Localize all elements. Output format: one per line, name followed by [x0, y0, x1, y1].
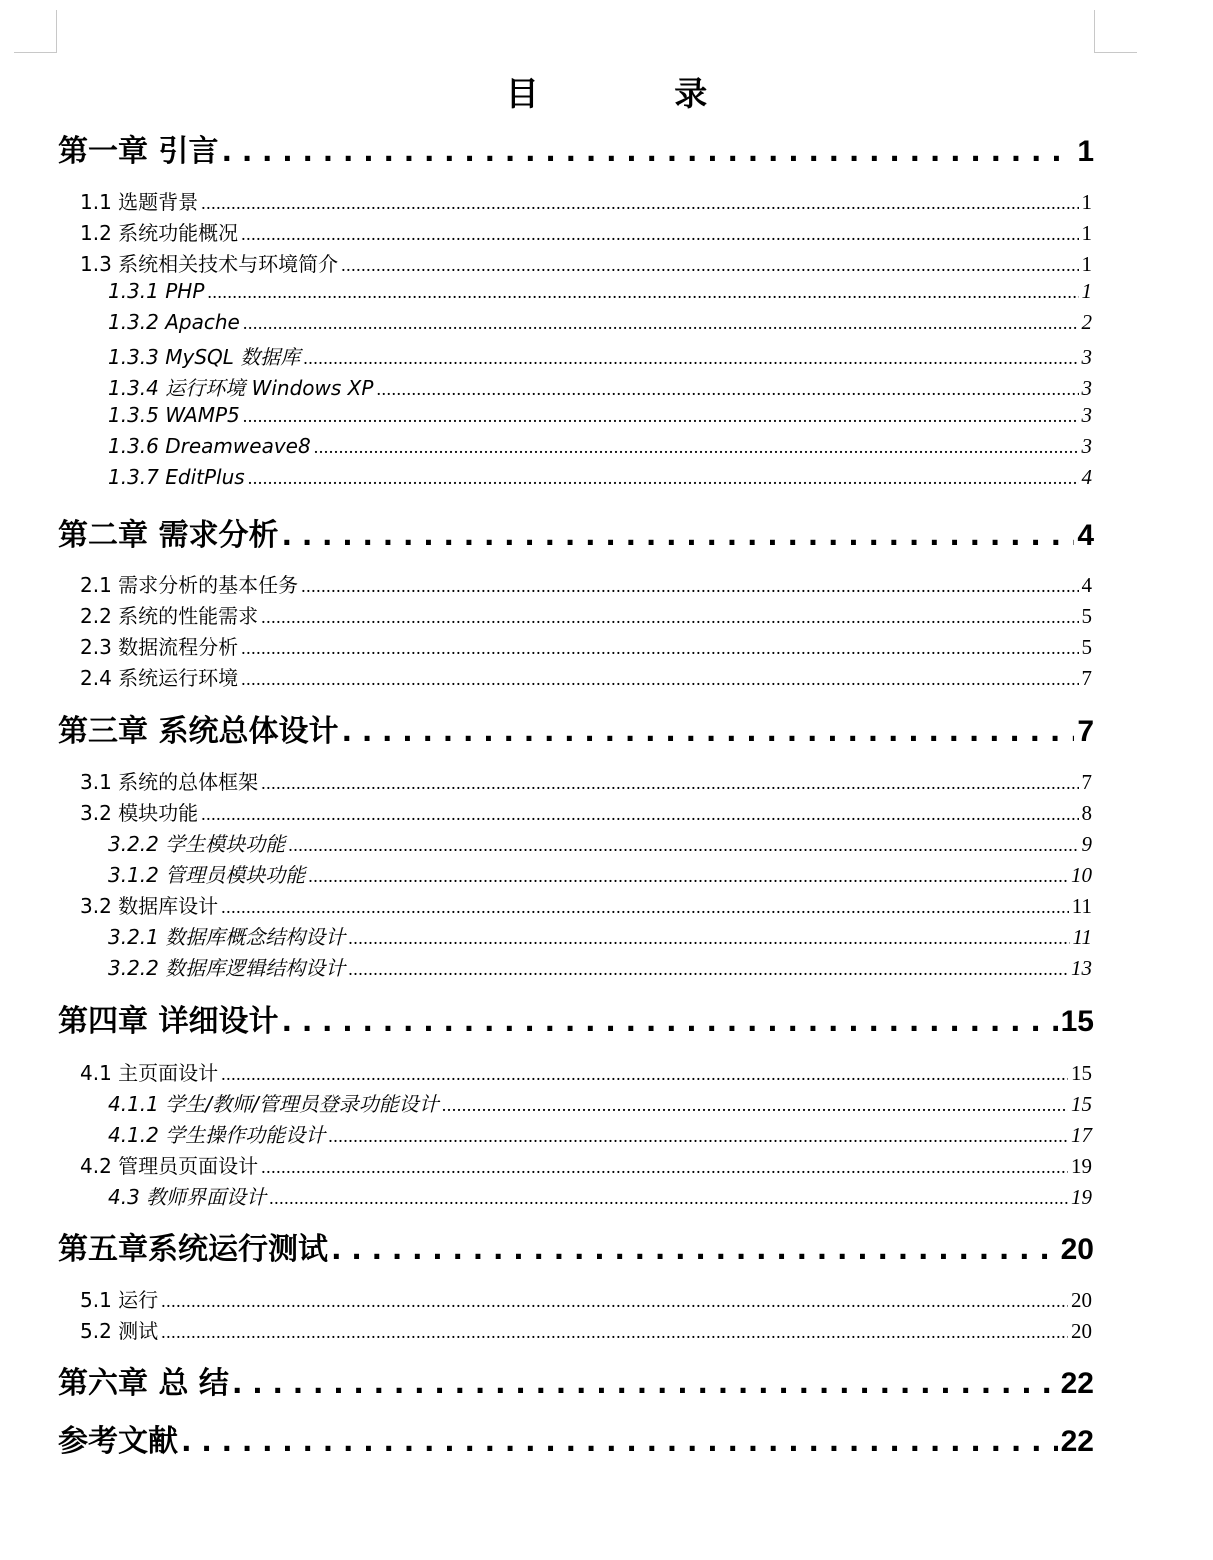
toc-entry-section[interactable]: [80, 600, 1092, 628]
toc-entry-label: 1.3.2 Apache: [108, 310, 240, 334]
toc-entry-subsection[interactable]: [108, 434, 1092, 462]
toc-dot-leader: [301, 576, 1078, 597]
toc-entry-page-number: 22: [1060, 1367, 1094, 1400]
toc-entry-section[interactable]: [80, 1315, 1092, 1343]
toc-entry-label: 3.2 数据库设计: [80, 894, 219, 918]
toc-dot-leader: [348, 928, 1069, 949]
toc-entry-label: 第六章 总 结: [58, 1366, 229, 1401]
toc-entry-page-number: 3: [1081, 403, 1092, 427]
toc-entry-label: 第一章 引言: [58, 134, 219, 169]
toc-entry-page-number: 5: [1081, 604, 1092, 628]
toc-dot-leader: [281, 1005, 1057, 1038]
toc-entry-subsection[interactable]: [108, 1181, 1092, 1209]
toc-dot-leader: [221, 897, 1069, 918]
toc-entry-section[interactable]: [80, 631, 1092, 659]
toc-entry-subsection[interactable]: [108, 828, 1092, 856]
toc-dot-leader: [314, 437, 1079, 458]
toc-entry-page-number: 7: [1081, 666, 1092, 690]
toc-entry-section[interactable]: [80, 662, 1092, 690]
toc-entry-page-number: 11: [1072, 925, 1092, 949]
toc-dot-leader: [442, 1095, 1068, 1116]
toc-dot-leader: [376, 379, 1078, 400]
toc-entry-label: 2.3 数据流程分析: [80, 635, 239, 659]
toc-entry-label: 第四章 详细设计: [58, 1004, 279, 1039]
toc-entry-label: 2.4 系统运行环境: [80, 666, 239, 690]
toc-entry-page-number: 19: [1071, 1154, 1092, 1178]
toc-entry-subsection[interactable]: [108, 921, 1092, 949]
toc-entry-label: 1.3.6 Dreamweave8: [108, 434, 311, 458]
toc-title: 目 录: [505, 74, 770, 113]
toc-entry-subsection[interactable]: [108, 465, 1092, 493]
toc-entry-page-number: 20: [1060, 1233, 1094, 1266]
toc-entry-label: 3.1 系统的总体框架: [80, 770, 259, 794]
toc-dot-leader: [243, 406, 1079, 427]
toc-entry-label: 4.3 教师界面设计: [108, 1185, 267, 1209]
toc-entry-chapter[interactable]: [58, 1416, 1094, 1460]
toc-dot-leader: [201, 193, 1078, 214]
toc-dot-leader: [341, 715, 1074, 748]
toc-entry-label: 第二章 需求分析: [58, 518, 279, 553]
toc-entry-page-number: 1: [1081, 279, 1092, 303]
toc-dot-leader: [201, 804, 1078, 825]
toc-entry-page-number: 1: [1081, 190, 1092, 214]
toc-entry-section[interactable]: [80, 766, 1092, 794]
toc-entry-page-number: 7: [1081, 770, 1092, 794]
toc-entry-page-number: 1: [1081, 252, 1092, 276]
toc-entry-page-number: 5: [1081, 635, 1092, 659]
toc-entry-label: 1.3.5 WAMP5: [108, 403, 240, 427]
toc-entry-section[interactable]: [80, 1284, 1092, 1312]
toc-entry-page-number: 4: [1081, 465, 1092, 489]
toc-entry-page-number: 15: [1071, 1092, 1092, 1116]
toc-entry-section[interactable]: [80, 1057, 1092, 1085]
toc-entry-label: 2.2 系统的性能需求: [80, 604, 259, 628]
toc-entry-page-number: 4: [1081, 573, 1092, 597]
toc-entry-subsection[interactable]: [108, 372, 1092, 400]
toc-entry-chapter[interactable]: [58, 126, 1094, 170]
toc-entry-page-number: 11: [1071, 894, 1092, 918]
toc-entry-page-number: 15: [1071, 1061, 1092, 1085]
toc-entry-page-number: 10: [1071, 863, 1092, 887]
toc-dot-leader: [161, 1291, 1068, 1312]
toc-entry-page-number: 3: [1081, 434, 1092, 458]
toc-entry-label: 2.1 需求分析的基本任务: [80, 573, 299, 597]
toc-entry-page-number: 9: [1081, 832, 1092, 856]
toc-entry-page-number: 15: [1060, 1005, 1094, 1038]
toc-entry-label: 3.1.2 管理员模块功能: [108, 863, 306, 887]
toc-entry-label: 参考文献: [58, 1424, 178, 1459]
toc-dot-leader: [303, 348, 1078, 369]
toc-entry-page-number: 17: [1071, 1123, 1092, 1147]
toc-entry-section[interactable]: [80, 890, 1092, 918]
toc-entry-page-number: 19: [1071, 1185, 1092, 1209]
toc-dot-leader: [261, 773, 1078, 794]
toc-entry-page-number: 4: [1077, 519, 1094, 552]
toc-dot-leader: [331, 1233, 1058, 1266]
toc-entry-label: 1.3 系统相关技术与环境简介: [80, 252, 339, 276]
toc-entry-label: 第三章 系统总体设计: [58, 714, 339, 749]
toc-entry-page-number: 8: [1081, 801, 1092, 825]
toc-entry-label: 1.3.1 PHP: [108, 279, 205, 303]
toc-dot-leader: [161, 1322, 1068, 1343]
toc-entry-page-number: 22: [1060, 1425, 1094, 1458]
toc-entry-section[interactable]: [80, 217, 1092, 245]
toc-entry-subsection[interactable]: [108, 279, 1092, 307]
toc-dot-leader: [341, 255, 1078, 276]
toc-entry-label: 4.1.2 学生操作功能设计: [108, 1123, 326, 1147]
toc-entry-page-number: 1: [1077, 135, 1094, 168]
toc-entry-section[interactable]: [80, 1150, 1092, 1178]
toc-entry-page-number: 3: [1081, 345, 1092, 369]
toc-dot-leader: [288, 835, 1078, 856]
toc-dot-leader: [232, 1367, 1058, 1400]
toc-dot-leader: [181, 1425, 1058, 1458]
toc-entry-section[interactable]: [80, 248, 1092, 276]
toc-entry-subsection[interactable]: [108, 859, 1092, 887]
toc-entry-page-number: 7: [1077, 715, 1094, 748]
toc-entry-label: 5.1 运行: [80, 1288, 159, 1312]
toc-entry-subsection[interactable]: [108, 310, 1092, 338]
toc-dot-leader: [248, 468, 1079, 489]
toc-dot-leader: [241, 224, 1078, 245]
toc-entry-label: 5.2 测试: [80, 1319, 159, 1343]
toc-entry-chapter[interactable]: [58, 510, 1094, 554]
toc-entry-page-number: 20: [1071, 1288, 1092, 1312]
toc-dot-leader: [243, 313, 1079, 334]
toc-entry-label: 1.1 选题背景: [80, 190, 199, 214]
toc-entry-page-number: 13: [1071, 956, 1092, 980]
toc-dot-leader: [308, 866, 1068, 887]
toc-entry-label: 3.2.2 数据库逻辑结构设计: [108, 956, 346, 980]
toc-entry-subsection[interactable]: [108, 403, 1092, 431]
toc-dot-leader: [221, 135, 1074, 168]
toc-dot-leader: [281, 519, 1074, 552]
toc-entry-chapter[interactable]: [58, 996, 1094, 1040]
toc-entry-subsection[interactable]: [108, 1088, 1092, 1116]
toc-dot-leader: [269, 1188, 1068, 1209]
toc-entry-subsection[interactable]: [108, 952, 1092, 980]
page-corner-mark-top-right: [1094, 10, 1137, 53]
toc-entry-chapter[interactable]: [58, 1224, 1094, 1268]
toc-dot-leader: [207, 282, 1078, 303]
toc-entry-section[interactable]: [80, 797, 1092, 825]
toc-entry-label: 3.2.1 数据库概念结构设计: [108, 925, 346, 949]
toc-dot-leader: [241, 638, 1078, 659]
toc-entry-label: 3.2.2 学生模块功能: [108, 832, 286, 856]
toc-entry-subsection[interactable]: [108, 1119, 1092, 1147]
toc-dot-leader: [328, 1126, 1068, 1147]
toc-entry-label: 1.3.3 MySQL 数据库: [108, 345, 301, 369]
toc-entry-page-number: 20: [1071, 1319, 1092, 1343]
toc-entry-label: 4.1 主页面设计: [80, 1061, 219, 1085]
toc-entry-subsection[interactable]: [108, 341, 1092, 369]
toc-dot-leader: [261, 1157, 1068, 1178]
toc-entry-label: 3.2 模块功能: [80, 801, 199, 825]
toc-entry-chapter[interactable]: [58, 706, 1094, 750]
toc-entry-section[interactable]: [80, 569, 1092, 597]
toc-entry-label: 1.3.4 运行环境 Windows XP: [108, 376, 374, 400]
toc-entry-label: 1.2 系统功能概况: [80, 221, 239, 245]
toc-dot-leader: [241, 669, 1078, 690]
toc-entry-label: 第五章系统运行测试: [58, 1232, 328, 1267]
toc-entry-chapter[interactable]: [58, 1358, 1094, 1402]
toc-entry-section[interactable]: [80, 186, 1092, 214]
toc-dot-leader: [261, 607, 1078, 628]
toc-dot-leader: [348, 959, 1068, 980]
toc-entry-label: 4.1.1 学生/教师/管理员登录功能设计: [108, 1092, 439, 1116]
page-corner-mark-top-left: [14, 10, 57, 53]
toc-entry-page-number: 3: [1081, 376, 1092, 400]
toc-entry-page-number: 2: [1081, 310, 1092, 334]
toc-entry-label: 1.3.7 EditPlus: [108, 465, 245, 489]
toc-dot-leader: [221, 1064, 1068, 1085]
toc-entry-label: 4.2 管理员页面设计: [80, 1154, 259, 1178]
toc-entry-page-number: 1: [1081, 221, 1092, 245]
